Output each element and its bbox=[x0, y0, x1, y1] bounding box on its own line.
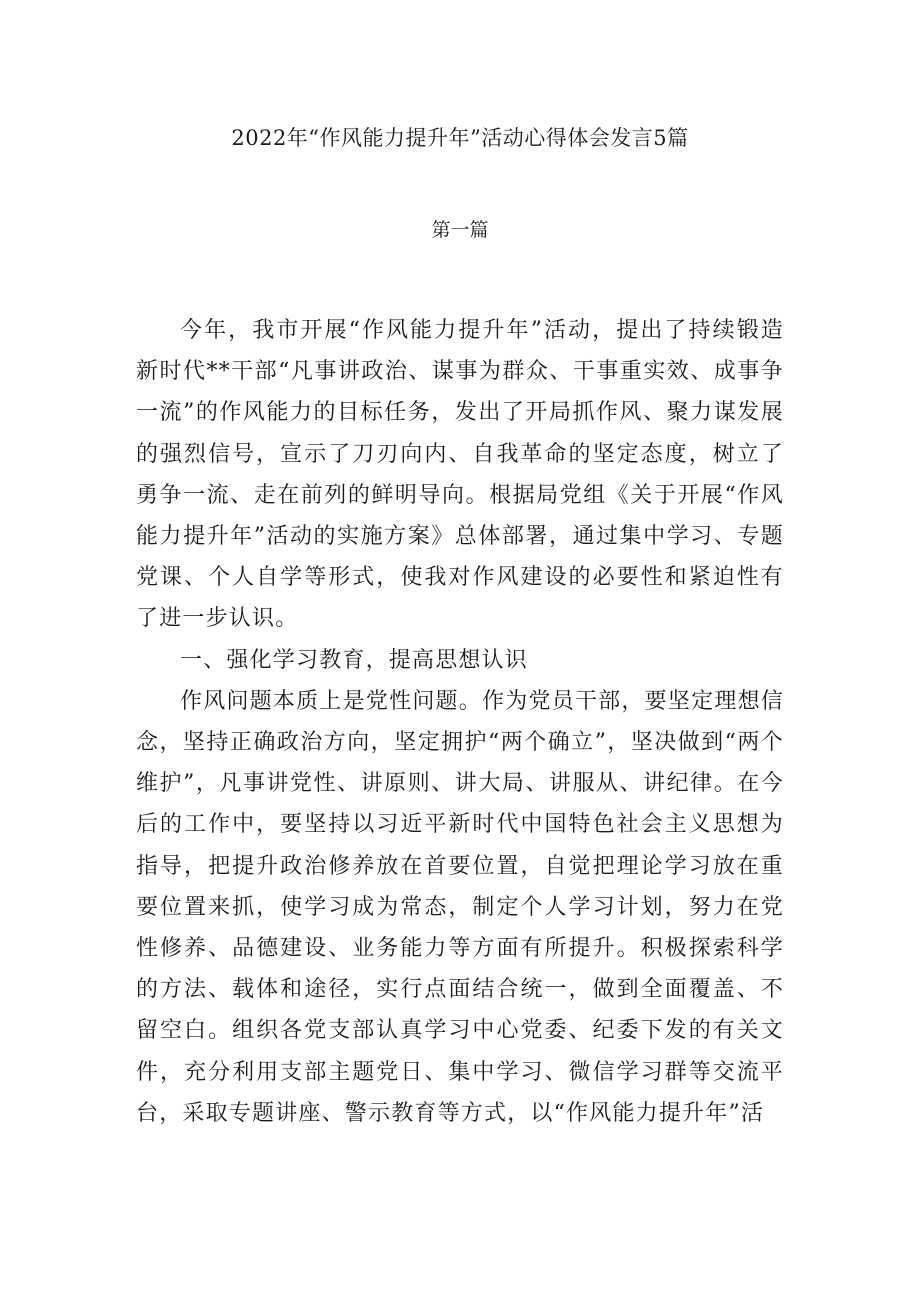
document-title: 2022年“作风能力提升年”活动心得体会发言5篇 bbox=[231, 126, 689, 150]
subheading-paragraph: 一、强化学习教育，提高思想认识 bbox=[180, 647, 529, 673]
body-paragraph: 作风问题本质上是党性问题。作为党员干部，要坚定理想信念，坚持正确政治方向，坚定拥护“两个确立”，坚决做到“两个维护”，凡事讲党性、讲原则、讲大局、讲服从、讲纪律。在今后的工作中，要坚持以习近平新时代中国特色社会主义思想为指导，把提升政治修养放在首要位置，自觉把理论学习放在重要位置来抓，使学习成为常态，制定个人学习计划，努力在党性修养、品德建设、业务能力等方面有所提升。积极探索科学的方法、载体和途径，实行点面结合统一，做到全面覆盖、不留空白。组织各党支部认真学习中心党委、纪委下发的有关文件，充分利用支部主题党日、集中学习、微信学习群等交流平台，采取专题讲座、警示教育等方式，以“作风能力提升年”活 bbox=[136, 688, 784, 1126]
section-heading: 第一篇 bbox=[431, 219, 489, 241]
intro-paragraph: 今年，我市开展“作风能力提升年”活动，提出了持续锻造新时代**干部“凡事讲政治、谋事为群众、干事重实效、成事争一流”的作风能力的目标任务，发出了开局抓作风、聚力谋发展的强烈信号，宣示了刀刃向内、自我革命的坚定态度，树立了勇争一流、走在前列的鲜明导向。根据局党组《关于开展“作风能力提升年”活动的实施方案》总体部署，通过集中学习、专题党课、个人自学等形式，使我对作风建设的必要性和紧迫性有了进一步认识。 bbox=[136, 318, 784, 632]
document-body bbox=[136, 310, 784, 1134]
